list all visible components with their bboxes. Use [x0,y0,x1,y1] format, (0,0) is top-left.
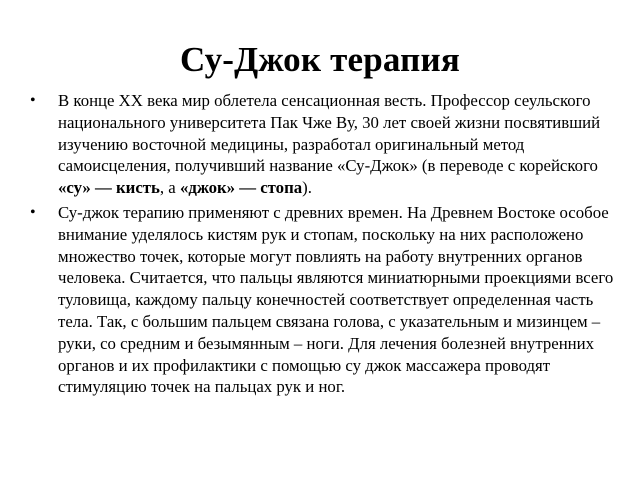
bold-term-su: «су» — кисть [58,178,160,198]
bullet-icon: • [30,92,36,109]
bullet-item [30,202,616,398]
slide-title: Су-Джок терапия [179,40,461,79]
bullet-text: Су-джок терапию применяют с древних времен. На Древнем Востоке особое внимание уделялось кистям рук и стопам, поскольку на них расположено множество точек, которые могут повлиять на работу внутренних органов человека. Считается, что пальцы являются миниатюрными проекциями всего туловища, каждому пальцу конечностей соответствует определенная часть тела. Так, с большим пальцем связана голова, с указательным и мизинцем – руки, со средним и безымянным – ноги. Для лечения болезней внутренних органов и их профилактики с помощью су джок массажера проводят стимуляцию точек на пальцах рук и ног. [58,202,614,397]
bold-term-dzhok: «джок» — стопа [179,178,303,198]
bullet-text: В конце XX века мир облетела сенсационная весть. Профессор сеульского национального университета Пак Чже Ву, 30 лет своей жизни посвятивший изучению восточной медицины, разработал оригинальный метод самоисцеления, получивший название «Су-Джок» (в переводе с корейского [58,91,601,176]
bullet-icon: • [30,203,36,221]
bullet-text-end: ). [302,178,312,198]
bullet-text-connector: , а [159,178,180,198]
bullet-list [30,90,616,401]
bullet-item [30,90,616,199]
